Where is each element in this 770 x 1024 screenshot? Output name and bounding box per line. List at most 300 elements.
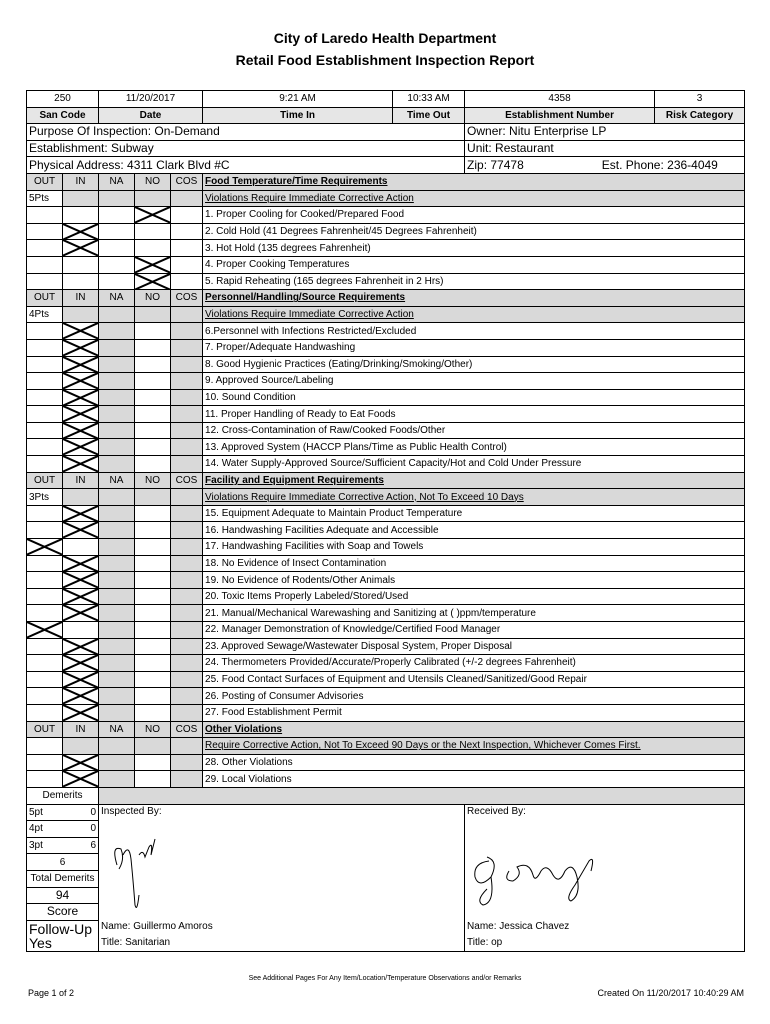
check-no [135,240,171,257]
check-out [27,207,63,224]
x-mark-icon [63,705,98,721]
check-out [27,588,63,605]
x-mark-icon [63,655,98,671]
check-in [63,671,99,688]
check-out [27,456,63,473]
check-cos [171,688,203,705]
check-in [63,505,99,522]
col-header-no: NO [135,173,171,190]
total-demerits-label: Total Demerits [27,870,99,887]
check-out [27,704,63,721]
check-in [63,638,99,655]
col-header-in: IN [63,173,99,190]
check-na [99,622,135,639]
blank-cell [63,306,99,323]
checklist-row [27,539,745,556]
x-mark-icon [63,771,98,787]
section-note: Violations Require Immediate Corrective Action, Not To Exceed 10 Days [203,489,745,506]
check-cos [171,771,203,788]
check-no [135,207,171,224]
x-mark-icon [63,456,98,472]
blank-cell [135,489,171,506]
checklist-row [27,223,745,240]
physical-address: Physical Address: 4311 Clark Blvd #C [27,157,465,174]
section-note: Require Corrective Action, Not To Exceed 90 Days or the Next Inspection, Whichever Comes First. [203,738,745,755]
check-na [99,572,135,589]
col-header-cos: COS [171,290,203,307]
inspector-signature [109,835,169,915]
check-in [63,339,99,356]
section-note: Violations Require Immediate Corrective Action [203,190,745,207]
check-cos [171,356,203,373]
check-na [99,522,135,539]
blank-cell [135,190,171,207]
check-na [99,439,135,456]
col-header-no: NO [135,721,171,738]
col-header-na: NA [99,472,135,489]
check-no [135,588,171,605]
check-na [99,323,135,340]
col-header-out: OUT [27,472,63,489]
col-header-no: NO [135,472,171,489]
checklist-item-label: 17. Handwashing Facilities with Soap and Towels [203,539,745,556]
checklist-row [27,389,745,406]
check-cos [171,505,203,522]
check-na [99,373,135,390]
check-out [27,638,63,655]
check-out [27,422,63,439]
blank-cell [171,489,203,506]
x-mark-icon [63,240,98,256]
x-mark-icon [63,390,98,406]
check-na [99,456,135,473]
check-no [135,638,171,655]
score-label: Score [27,904,99,921]
inspected-by-box [99,804,465,951]
time-in-label: Time In [203,107,393,124]
x-mark-icon [27,622,62,638]
section-title: Facility and Equipment Requirements [203,472,745,489]
check-in [63,588,99,605]
check-no [135,704,171,721]
check-cos [171,273,203,290]
x-mark-icon [63,755,98,771]
checklist-row [27,323,745,340]
checklist-item-label: 8. Good Hygienic Practices (Eating/Drinking/Smoking/Other) [203,356,745,373]
check-no [135,655,171,672]
check-out [27,256,63,273]
checklist-item-label: 7. Proper/Adequate Handwashing [203,339,745,356]
check-no [135,539,171,556]
checklist-row [27,256,745,273]
follow-up-label: Follow-Up [29,920,93,937]
check-in [63,256,99,273]
demerit-5pt-value: 0 [90,806,96,818]
check-in [63,406,99,423]
check-in [63,323,99,340]
checklist-row [27,588,745,605]
inspector-title: Title: Sanitarian [101,936,171,948]
check-in [63,555,99,572]
section-points: 3Pts [27,489,63,506]
checklist-item-label: 21. Manual/Mechanical Warewashing and Sanitizing at ( )ppm/temperature [203,605,745,622]
check-out [27,605,63,622]
check-in [63,688,99,705]
checklist-item-label: 10. Sound Condition [203,389,745,406]
check-no [135,323,171,340]
footer-note: See Additional Pages For Any Item/Location/Temperature Observations and/or Remarks [248,975,522,982]
blank-cell [135,738,171,755]
receiver-signature [469,841,619,911]
purpose-of-inspection: Purpose Of Inspection: On-Demand [27,124,465,141]
checklist-row [27,572,745,589]
check-cos [171,588,203,605]
checklist-row [27,456,745,473]
col-header-in: IN [63,721,99,738]
checklist-item-label: 29. Local Violations [203,771,745,788]
check-na [99,339,135,356]
report-title: City of Laredo Health Department [273,30,497,46]
check-cos [171,638,203,655]
checklist-row [27,671,745,688]
report-subtitle: Retail Food Establishment Inspection Report [235,52,535,68]
follow-up [27,920,99,951]
check-cos [171,622,203,639]
check-out [27,555,63,572]
x-mark-icon [63,373,98,389]
checklist-row [27,522,745,539]
zip-phone [465,157,745,174]
created-timestamp: Created On 11/20/2017 10:40:29 AM [597,988,744,998]
checklist-item-label: 24. Thermometers Provided/Accurate/Properly Calibrated (+/-2 degrees Fahrenheit) [203,655,745,672]
x-mark-icon [63,406,98,422]
check-na [99,671,135,688]
check-out [27,688,63,705]
check-in [63,622,99,639]
x-mark-icon [135,274,170,290]
check-no [135,389,171,406]
date-label: Date [99,107,203,124]
check-no [135,406,171,423]
check-in [63,539,99,556]
check-in [63,240,99,257]
demerit-3pt-value: 6 [90,840,96,852]
check-cos [171,572,203,589]
col-header-cos: COS [171,472,203,489]
san-code-label: San Code [27,107,99,124]
check-in [63,771,99,788]
follow-up-value: Yes [29,934,52,951]
check-out [27,273,63,290]
x-mark-icon [63,605,98,621]
demerit-4pt-value: 0 [90,823,96,835]
check-out [27,671,63,688]
check-cos [171,539,203,556]
checklist-item-label: 6.Personnel with Infections Restricted/Excluded [203,323,745,340]
check-out [27,389,63,406]
x-mark-icon [63,423,98,439]
owner: Owner: Nitu Enterprise LP [465,124,745,141]
checklist-row [27,240,745,257]
receiver-title: Title: op [467,936,503,948]
demerit-4pt-label: 4pt [29,823,43,835]
check-out [27,356,63,373]
check-na [99,688,135,705]
section-points: 5Pts [27,190,63,207]
x-mark-icon [63,357,98,373]
check-no [135,439,171,456]
date-value: 11/20/2017 [99,91,203,108]
check-in [63,754,99,771]
check-no [135,671,171,688]
checklist-item-label: 1. Proper Cooling for Cooked/Prepared Food [203,207,745,224]
check-na [99,406,135,423]
check-na [99,638,135,655]
blank-cell [171,190,203,207]
total-demerits-value: 6 [27,854,99,871]
inspected-by-label: Inspected By: [101,805,162,817]
inspection-table [26,90,745,952]
check-no [135,422,171,439]
check-in [63,605,99,622]
check-no [135,522,171,539]
checklist-row [27,704,745,721]
check-cos [171,339,203,356]
check-na [99,605,135,622]
checklist-row [27,638,745,655]
page-number: Page 1 of 2 [28,988,75,998]
section-points: 4Pts [27,306,63,323]
check-na [99,704,135,721]
establishment-phone: Est. Phone: 236-4049 [601,157,718,172]
check-no [135,555,171,572]
blank-cell [99,738,135,755]
check-out [27,339,63,356]
check-na [99,422,135,439]
check-cos [171,406,203,423]
san-code-value: 250 [27,91,99,108]
check-cos [171,605,203,622]
risk-category-label: Risk Category [655,107,745,124]
checklist-row [27,406,745,423]
checklist-item-label: 5. Rapid Reheating (165 degrees Fahrenheit in 2 Hrs) [203,273,745,290]
time-out-value: 10:33 AM [393,91,465,108]
check-na [99,539,135,556]
blank-cell [135,306,171,323]
check-no [135,356,171,373]
x-mark-icon [63,688,98,704]
x-mark-icon [63,589,98,605]
check-in [63,655,99,672]
check-in [63,522,99,539]
check-in [63,207,99,224]
demerit-5pt-label: 5pt [29,806,43,818]
checklist-item-label: 14. Water Supply-Approved Source/Sufficient Capacity/Hot and Cold Under Pressure [203,456,745,473]
check-out [27,323,63,340]
check-out [27,655,63,672]
checklist-item-label: 28. Other Violations [203,754,745,771]
unit: Unit: Restaurant [465,140,745,157]
check-cos [171,389,203,406]
checklist-item-label: 4. Proper Cooking Temperatures [203,256,745,273]
check-cos [171,373,203,390]
check-out [27,373,63,390]
checklist-item-label: 27. Food Establishment Permit [203,704,745,721]
demerits-band [99,787,745,804]
checklist-row [27,754,745,771]
checklist-item-label: 23. Approved Sewage/Wastewater Disposal System, Proper Disposal [203,638,745,655]
check-in [63,439,99,456]
check-na [99,223,135,240]
check-no [135,373,171,390]
checklist-item-label: 25. Food Contact Surfaces of Equipment and Utensils Cleaned/Sanitized/Good Repair [203,671,745,688]
x-mark-icon [63,340,98,356]
check-cos [171,671,203,688]
x-mark-icon [63,639,98,655]
x-mark-icon [63,439,98,455]
check-cos [171,256,203,273]
section-points [27,738,63,755]
col-header-na: NA [99,290,135,307]
checklist-item-label: 11. Proper Handling of Ready to Eat Foods [203,406,745,423]
checklist-item-label: 26. Posting of Consumer Advisories [203,688,745,705]
check-in [63,273,99,290]
check-cos [171,555,203,572]
check-in [63,422,99,439]
check-in [63,373,99,390]
check-cos [171,207,203,224]
check-na [99,655,135,672]
x-mark-icon [135,207,170,223]
checklist-row [27,555,745,572]
check-cos [171,240,203,257]
x-mark-icon [63,672,98,688]
check-no [135,273,171,290]
check-na [99,505,135,522]
col-header-in: IN [63,290,99,307]
checklist-item-label: 20. Toxic Items Properly Labeled/Stored/Used [203,588,745,605]
col-header-out: OUT [27,173,63,190]
blank-cell [63,489,99,506]
section-title: Personnel/Handling/Source Requirements [203,290,745,307]
col-header-out: OUT [27,290,63,307]
receiver-name: Name: Jessica Chavez [467,920,570,932]
blank-cell [99,190,135,207]
check-no [135,572,171,589]
checklist-item-label: 12. Cross-Contamination of Raw/Cooked Foods/Other [203,422,745,439]
check-no [135,223,171,240]
blank-cell [63,738,99,755]
x-mark-icon [63,506,98,522]
col-header-no: NO [135,290,171,307]
check-no [135,256,171,273]
check-cos [171,456,203,473]
check-in [63,223,99,240]
check-no [135,456,171,473]
section-note: Violations Require Immediate Corrective Action [203,306,745,323]
checklist-item-label: 19. No Evidence of Rodents/Other Animals [203,572,745,589]
col-header-na: NA [99,173,135,190]
col-header-in: IN [63,472,99,489]
establishment-number-label: Establishment Number [465,107,655,124]
section-title: Other Violations [203,721,745,738]
check-na [99,754,135,771]
blank-cell [171,306,203,323]
checklist-row [27,373,745,390]
blank-cell [99,306,135,323]
col-header-cos: COS [171,173,203,190]
check-out [27,572,63,589]
check-na [99,389,135,406]
checklist-row [27,339,745,356]
check-cos [171,223,203,240]
received-by-box [465,804,745,951]
check-no [135,771,171,788]
time-out-label: Time Out [393,107,465,124]
col-header-na: NA [99,721,135,738]
check-out [27,505,63,522]
establishment-name: Establishment: Subway [27,140,465,157]
check-na [99,588,135,605]
check-no [135,339,171,356]
x-mark-icon [63,522,98,538]
received-by-label: Received By: [467,805,526,817]
check-in [63,572,99,589]
check-cos [171,439,203,456]
check-cos [171,422,203,439]
checklist-item-label: 13. Approved System (HACCP Plans/Time as Public Health Control) [203,439,745,456]
check-out [27,622,63,639]
check-no [135,688,171,705]
blank-cell [171,738,203,755]
checklist-row [27,605,745,622]
checklist-row [27,422,745,439]
checklist-row [27,622,745,639]
check-no [135,505,171,522]
check-cos [171,323,203,340]
check-out [27,223,63,240]
col-header-out: OUT [27,721,63,738]
checklist-row [27,207,745,224]
check-na [99,356,135,373]
blank-cell [63,190,99,207]
x-mark-icon [27,539,62,555]
x-mark-icon [63,572,98,588]
checklist-item-label: 22. Manager Demonstration of Knowledge/Certified Food Manager [203,622,745,639]
check-out [27,406,63,423]
blank-cell [99,489,135,506]
checklist-row [27,655,745,672]
checklist-item-label: 15. Equipment Adequate to Maintain Product Temperature [203,505,745,522]
check-na [99,555,135,572]
checklist-row [27,356,745,373]
checklist-item-label: 2. Cold Hold (41 Degrees Fahrenheit/45 Degrees Fahrenheit) [203,223,745,240]
check-in [63,704,99,721]
check-out [27,240,63,257]
check-no [135,754,171,771]
demerit-3pt-label: 3pt [29,840,43,852]
check-out [27,439,63,456]
section-title: Food Temperature/Time Requirements [203,173,745,190]
time-in-value: 9:21 AM [203,91,393,108]
zip: Zip: 77478 [467,157,524,172]
check-out [27,754,63,771]
checklist-row [27,439,745,456]
score-value: 94 [27,887,99,904]
checklist-row [27,505,745,522]
demerits-label: Demerits [27,787,99,804]
check-na [99,207,135,224]
